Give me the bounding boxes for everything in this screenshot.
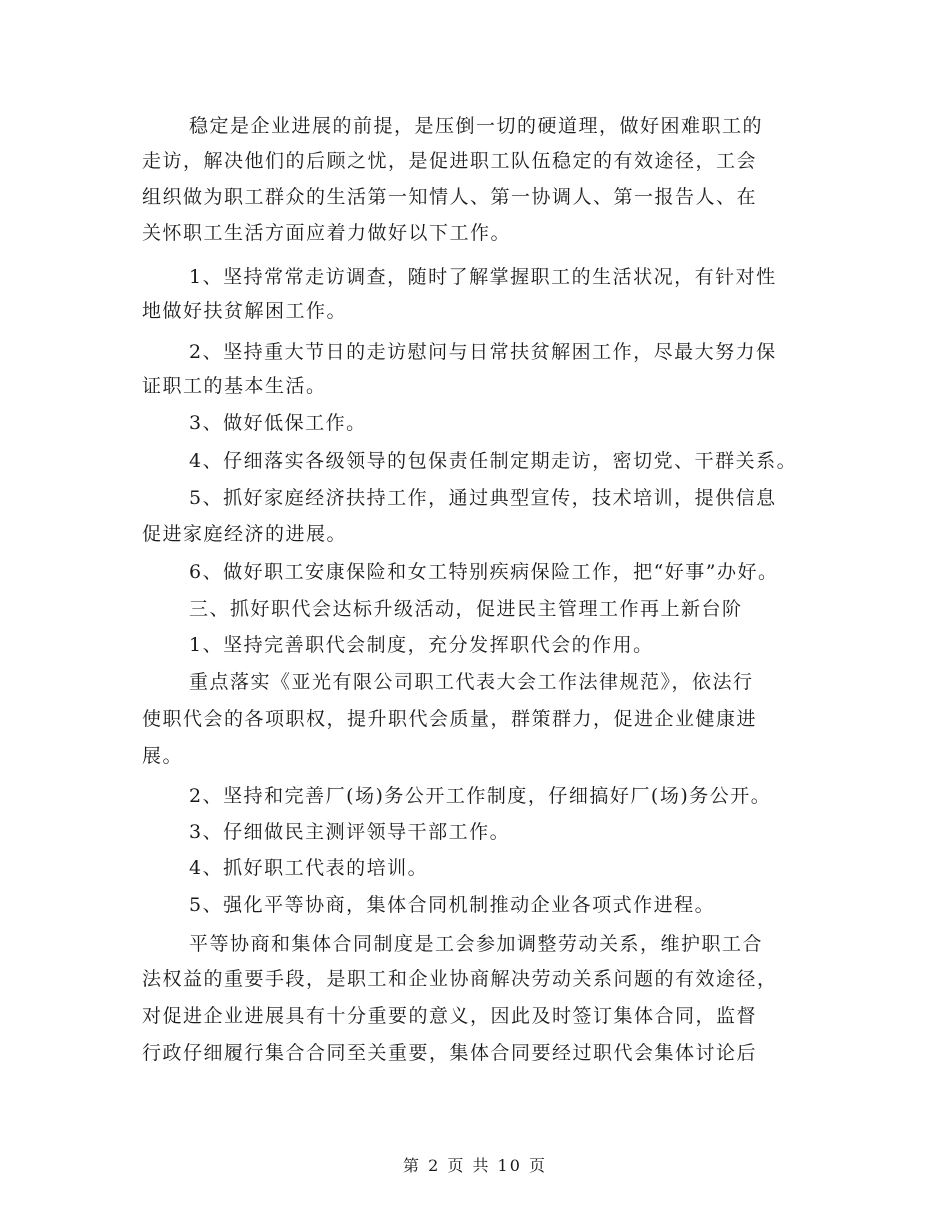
paragraph-line: 地做好扶贫解困工作。 [142,300,348,322]
paragraph-line: 3、做好低保工作。 [189,412,367,434]
paragraph-line: 法权益的重要手段，是职工和企业协商解决劳动关系问题的有效途径， [142,968,778,990]
paragraph-line: 4、抓好职工代表的培训。 [189,857,429,879]
paragraph-line: 平等协商和集体合同制度是工会参加调整劳动关系，维护职工合 [189,933,764,955]
paragraph-line: 对促进企业进展具有十分重要的意义，因此及时签订集体合同，监督 [142,1005,758,1027]
paragraph-line: 5、抓好家庭经济扶持工作，通过典型宣传，技术培训，提供信息 [189,487,777,509]
paragraph-line: 组织做为职工群众的生活第一知情人、第一协调人、第一报告人、在 [142,186,758,208]
section-heading: 三、抓好职代会达标升级活动，促进民主管理工作再上新台阶 [189,598,743,620]
page-number-footer: 第 2 页 共 10 页 [403,1156,547,1175]
paragraph-line: 2、坚持重大节日的走访慰问与日常扶贫解困工作，尽最大努力保 [189,341,777,363]
paragraph-line: 2、坚持和完善厂(场)务公开工作制度，仔细搞好厂(场)务公开。 [189,785,772,807]
paragraph-line: 关怀职工生活方面应着力做好以下工作。 [142,222,512,244]
paragraph-line: 行政仔细履行集合合同至关重要，集体合同要经过职代会集体讨论后 [142,1042,758,1064]
paragraph-line: 使职代会的各项职权，提升职代会质量，群策群力，促进企业健康进 [142,708,758,730]
paragraph-line: 重点落实《亚光有限公司职工代表大会工作法律规范》，依法行 [189,671,754,693]
paragraph-line: 稳定是企业进展的前提，是压倒一切的硬道理，做好困难职工的 [189,115,764,137]
paragraph-line: 1、坚持常常走访调查，随时了解掌握职工的生活状况，有针对性 [189,266,777,288]
paragraph-line: 5、强化平等协商，集体合同机制推动企业各项式作进程。 [189,894,716,916]
paragraph-line: 1、坚持完善职代会制度，充分发挥职代会的作用。 [189,634,654,656]
paragraph-line: 促进家庭经济的进展。 [142,523,348,545]
paragraph-line: 4、仔细落实各级领导的包保责任制定期走访，密切党、干群关系。 [189,450,798,472]
paragraph-line: 证职工的基本生活。 [142,375,327,397]
paragraph-line: 走访，解决他们的后顾之忧，是促进职工队伍稳定的有效途径，工会 [142,150,758,172]
paragraph-line: 3、仔细做民主测评领导干部工作。 [189,821,511,843]
paragraph-line: 6、做好职工安康保险和女工特别疾病保险工作，把“好事”办好。 [189,561,779,583]
paragraph-line: 展。 [142,745,184,767]
